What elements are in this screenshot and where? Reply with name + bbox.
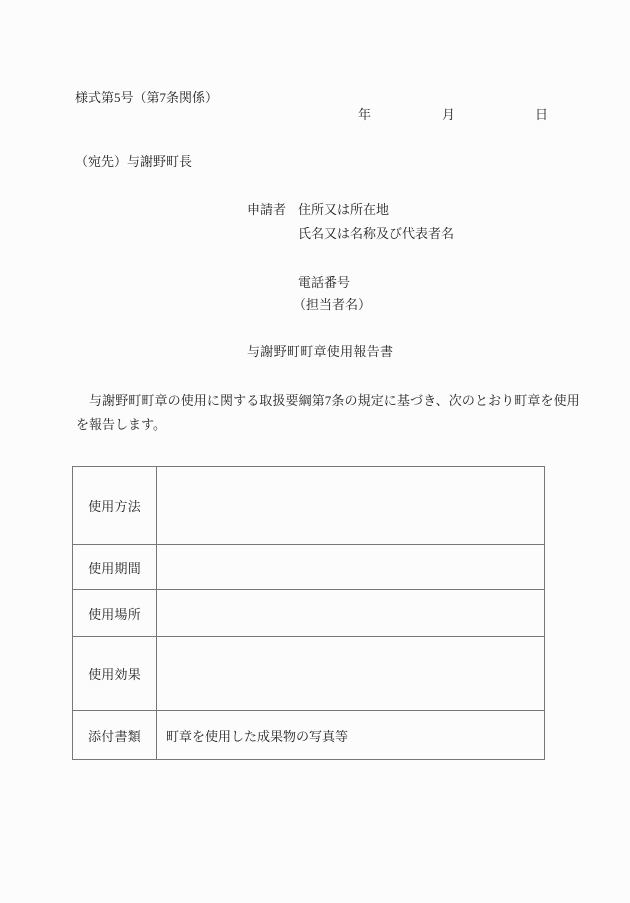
body-paragraph-line1: 与謝野町町章の使用に関する取扱要綱第7条の規定に基づき、次のとおり町章を使用: [89, 393, 580, 408]
row-header-usage-method: 使用方法: [73, 467, 157, 544]
body-paragraph-line2: を報告します。: [76, 417, 166, 432]
table-row: [73, 636, 544, 710]
applicant-phone-label: 電話番号: [298, 275, 351, 290]
applicant-name-label: 氏名又は名称及び代表者名: [298, 226, 455, 241]
date-year-label: 年: [358, 107, 372, 122]
table-row: [73, 589, 544, 636]
applicant-label: 申請者: [247, 202, 287, 217]
row-value-usage-method: [157, 467, 544, 544]
table-row: [73, 710, 544, 759]
row-value-usage-period: [157, 545, 544, 589]
row-value-attachments: 町章を使用した成果物の写真等: [166, 728, 349, 744]
row-header-attachments: 添付書類: [73, 711, 157, 759]
table-row: [73, 544, 544, 589]
date-day-label: 日: [535, 107, 549, 122]
row-header-usage-period: 使用期間: [73, 545, 157, 589]
usage-report-table: [72, 466, 545, 760]
date-month-label: 月: [442, 107, 456, 122]
form-number: 様式第5号（第7条関係）: [75, 90, 219, 105]
document-title: 与謝野町町章使用報告書: [247, 344, 394, 359]
row-value-usage-place: [157, 590, 544, 636]
row-header-usage-effect: 使用効果: [73, 637, 157, 710]
table-row: [73, 467, 544, 544]
applicant-address-label: 住所又は所在地: [298, 202, 390, 217]
applicant-contact-label: （担当者名）: [293, 297, 372, 312]
addressee: （宛先）与謝野町長: [75, 154, 193, 169]
row-value-usage-effect: [157, 637, 544, 710]
row-header-usage-place: 使用場所: [73, 590, 157, 636]
